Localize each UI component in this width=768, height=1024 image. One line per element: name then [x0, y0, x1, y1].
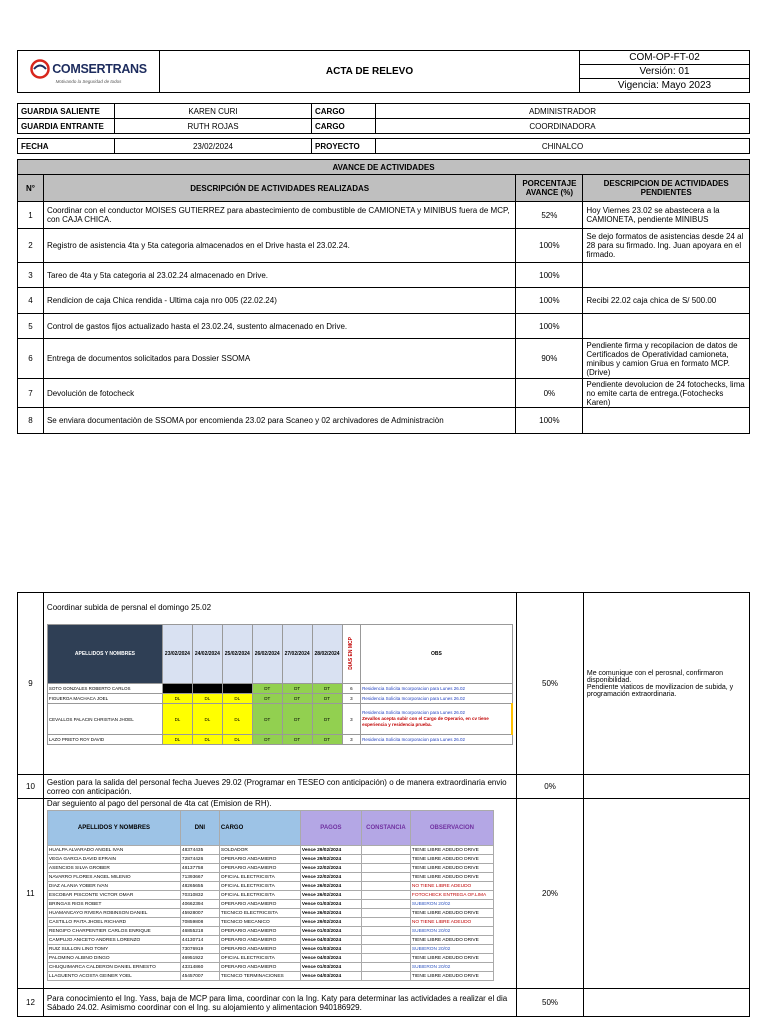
payment-due: Vence 22/02/2024 — [300, 864, 361, 873]
row-number: 8 — [18, 408, 44, 434]
schedule-cell: DT — [282, 694, 312, 704]
observation: TIENE LIBRE ADEUDO DRIVE — [410, 972, 493, 981]
row-number: 11 — [18, 799, 44, 989]
schedule-cell: DL — [192, 735, 222, 745]
observation: TIENE LIBRE ADEUDO DRIVE — [410, 855, 493, 864]
person-cargo: OPERARIO ANDAMIERO — [219, 945, 300, 954]
table-row — [18, 379, 750, 408]
person-dni: 48374435 — [180, 846, 219, 855]
constancia — [361, 909, 410, 918]
cargo-value: ADMINISTRADOR — [376, 104, 750, 119]
activity-percentage: 100% — [516, 263, 583, 288]
person-name: BRINGAS RIOS ROBET — [47, 900, 180, 909]
table-row — [18, 263, 750, 288]
payment-due: Vence 04/03/2024 — [300, 936, 361, 945]
fecha-value: 23/02/2024 — [115, 139, 312, 154]
observation: TIENE LIBRE ADEUDO DRIVE — [410, 936, 493, 945]
dias-header: DIAS EN MCP — [348, 636, 355, 670]
person-cargo: OPERARIO ANDAMIERO — [219, 900, 300, 909]
person-dni: 48137758 — [180, 864, 219, 873]
observation: TIENE LIBRE ADEUDO DRIVE — [410, 846, 493, 855]
table-row — [18, 593, 750, 775]
table-row — [18, 229, 750, 263]
table-row — [47, 945, 493, 954]
column-header — [342, 625, 361, 684]
column-header: DESCRIPCION DE ACTIVIDADES PENDIENTES — [583, 175, 750, 202]
table-row — [47, 936, 493, 945]
person-name: CHUQUIMARCA CALDERON DANIEL ERNESTO — [47, 963, 180, 972]
row-number: 10 — [18, 775, 44, 799]
person-cargo: OFICIAL ELECTRICISTA — [219, 954, 300, 963]
payment-due: Vence 26/02/2024 — [300, 891, 361, 900]
payment-due: Vence 01/03/2024 — [300, 927, 361, 936]
person-dni: 43314860 — [180, 963, 219, 972]
table-row — [47, 735, 512, 745]
column-header: PAGOS — [300, 811, 361, 846]
logo — [18, 51, 160, 93]
person-name: CEVALLOS PALACIN CHRISTIAN JHOEL — [47, 704, 162, 735]
observation: NO TIENE LIBRE ADEUDO — [410, 882, 493, 891]
observation-note: Zevallos acepta subir con el Cargo de Operario, en cv tiene experiencia y residencia prueba. — [362, 716, 489, 727]
person-cargo: OPERARIO ANDAMIERO — [219, 963, 300, 972]
schedule-cell — [222, 684, 252, 694]
table-row — [47, 704, 512, 735]
table-row — [47, 909, 493, 918]
schedule-cell: DL — [222, 704, 252, 735]
row-number: 7 — [18, 379, 44, 408]
schedule-cell: DT — [282, 704, 312, 735]
schedule-cell: DL — [222, 694, 252, 704]
column-header: DNI — [180, 811, 219, 846]
observation: TIENE LIBRE ADEUDO DRIVE — [410, 873, 493, 882]
schedule-cell: DT — [312, 735, 342, 745]
person-name: LLAGUENTO ACOSTA GEINER YOEL — [47, 972, 180, 981]
activity-text: Dar seguiento al pago del personal de 4ta cat (Emision de RH). — [46, 799, 272, 808]
activity-description: Entrega de documentos solicitados para Dossier SSOMA — [43, 339, 515, 379]
activity-pending: Pendiente firma y recopilacion de datos de Certificados de Operatividad camioneta, minibus y camion Grua en formato MCP. (Drive) — [583, 339, 750, 379]
person-name: RENGIFO CHARPENTIER CARLOS ENRIQUE — [47, 927, 180, 936]
table-row — [47, 963, 493, 972]
constancia — [361, 855, 410, 864]
embedded-schedule-table — [47, 624, 513, 745]
activity-text: Coordinar subida de persnal el domingo 25.02 — [46, 603, 212, 612]
person-cargo: TECNICO TERMINACIONES — [219, 972, 300, 981]
person-cargo: OFICIAL ELECTRICISTA — [219, 882, 300, 891]
logo-text: COMSERTRANS — [52, 62, 147, 76]
activity-percentage: 90% — [516, 339, 583, 379]
activity-percentage: 50% — [517, 989, 584, 1017]
table-row — [47, 873, 493, 882]
guardia-saliente-label: GUARDIA SALIENTE — [18, 104, 115, 119]
payment-due: Vence 01/03/2024 — [300, 900, 361, 909]
column-header: 23/02/2024 — [162, 625, 192, 684]
proyecto-label: PROYECTO — [312, 139, 376, 154]
observation: TIENE LIBRE ADEUDO DRIVE — [410, 954, 493, 963]
schedule-cell: DL — [222, 735, 252, 745]
activity-percentage: 100% — [516, 314, 583, 339]
column-header: APELLIDOS Y NOMBRES — [47, 811, 180, 846]
observation — [361, 704, 513, 735]
person-name: LAZO PRIETO ROY DAVID — [47, 735, 162, 745]
constancia — [361, 882, 410, 891]
person-dni: 45457007 — [180, 972, 219, 981]
constancia — [361, 945, 410, 954]
dias-value: 3 — [342, 694, 361, 704]
activity-percentage: 0% — [516, 379, 583, 408]
cargo-label: CARGO — [312, 119, 376, 134]
schedule-cell: DL — [162, 735, 192, 745]
activity-percentage: 0% — [517, 775, 584, 799]
payment-due: Vence 29/02/2024 — [300, 846, 361, 855]
schedule-cell: DT — [252, 704, 282, 735]
row-number: 12 — [18, 989, 44, 1017]
column-header: OBS — [361, 625, 513, 684]
person-name: CASTILLO PAITA JHOEL RICHARD — [47, 918, 180, 927]
payment-rows — [47, 846, 493, 981]
constancia — [361, 927, 410, 936]
person-name: FIGUEROA MACHACA JOEL — [47, 694, 162, 704]
column-header: APELLIDOS Y NOMBRES — [47, 625, 162, 684]
guardia-entrante-label: GUARDIA ENTRANTE — [18, 119, 115, 134]
observation: Residencia Solicita Incorporacion para Lunes 26.02 — [361, 684, 513, 694]
schedule-cell — [192, 684, 222, 694]
table-row — [47, 891, 493, 900]
constancia — [361, 900, 410, 909]
guardia-entrante-value: RUTH ROJAS — [115, 119, 312, 134]
table-row — [47, 972, 493, 981]
table-row — [18, 339, 750, 379]
activities-table — [17, 159, 750, 434]
column-header: CONSTANCIA — [361, 811, 410, 846]
table-row — [47, 900, 493, 909]
activity-percentage: 100% — [516, 288, 583, 314]
activity-percentage: 52% — [516, 202, 583, 229]
table-row — [18, 314, 750, 339]
activity-pending: Se dejo formatos de asistencias desde 24 al 28 para su firmado. Ing. Juan apoyara en el firmado. — [583, 229, 750, 263]
document-title: ACTA DE RELEVO — [160, 51, 580, 93]
table-row — [47, 918, 493, 927]
person-name: PALOMINO ALBINO DINGO — [47, 954, 180, 963]
activity-percentage: 100% — [516, 229, 583, 263]
table-row — [18, 202, 750, 229]
person-name: ASENCIOS SILVA GROBER — [47, 864, 180, 873]
activity-description: Para conocimiento el Ing. Yass, baja de MCP para lima, coordinar con la Ing. Katy para determinar las actividades a realizar el dia Sábado 24.02. Asimismo coordinar con el Ing. su alojamiento y alimentacion 940186929. — [43, 989, 516, 1017]
column-header: CARGO — [219, 811, 300, 846]
person-dni: 40662394 — [180, 900, 219, 909]
schedule-cell: DT — [282, 735, 312, 745]
person-name: SOTO GONZALES ROBERTO CARLOS — [47, 684, 162, 694]
row-number: 9 — [18, 593, 44, 775]
activity-pending — [583, 408, 750, 434]
table-row — [18, 989, 750, 1017]
schedule-cell: DT — [312, 684, 342, 694]
dias-value: 3 — [342, 735, 361, 745]
row-number: 5 — [18, 314, 44, 339]
logo-tagline: Motivando la Seguridad de todos — [55, 79, 122, 84]
document-version: Versión: 01 — [580, 65, 750, 79]
activity-description — [43, 799, 516, 989]
payment-due: Vence 29/02/2024 — [300, 918, 361, 927]
constancia — [361, 963, 410, 972]
activity-description: Rendicion de caja Chica rendida - Ultima caja nro 005 (22.02.24) — [43, 288, 515, 314]
observation: SUBIERON 20/02 — [410, 963, 493, 972]
column-header: 25/02/2024 — [222, 625, 252, 684]
person-name: VEGA GARCIA DAVID EFRAIN — [47, 855, 180, 864]
dias-value: 3 — [342, 704, 361, 735]
column-header: OBSERVACION — [410, 811, 493, 846]
person-dni: 72874426 — [180, 855, 219, 864]
column-header: PORCENTAJE AVANCE (%) — [516, 175, 583, 202]
embedded-payment-table — [47, 810, 494, 981]
payment-due: Vence 29/02/2024 — [300, 855, 361, 864]
person-cargo: OPERARIO ANDAMIERO — [219, 936, 300, 945]
activity-description: Coordinar con el conductor MOISES GUTIERREZ para abastecimiento de combustible de CAMIONETA y MINIBUS fuera de MCP, con CAJA CHICA. — [43, 202, 515, 229]
activity-description: Se enviara documentaciòn de SSOMA por encomienda 23.02 para Scaneo y 02 archivadores de Administraciòn — [43, 408, 515, 434]
person-name: NAVARRO FLORES ANGEL MILENIO — [47, 873, 180, 882]
column-header: N° — [18, 175, 44, 202]
activity-pending: Recibi 22.02 caja chica de S/ 500.00 — [583, 288, 750, 314]
constancia — [361, 972, 410, 981]
activity-percentage: 20% — [517, 799, 584, 989]
activities-table-continued — [17, 592, 750, 1017]
activity-pending: Me comunique con el perosnal, confirmaron disponibilidad. Pendiente viaticos de movilizacion de subida, y programación extraordinaria. — [583, 593, 749, 775]
table-row — [47, 927, 493, 936]
row-number: 4 — [18, 288, 44, 314]
payment-due: Vence 04/03/2024 — [300, 954, 361, 963]
observation: TIENE LIBRE ADEUDO DRIVE — [410, 909, 493, 918]
person-cargo: OFICIAL ELECTRICISTA — [219, 891, 300, 900]
observation: SUBIERON 20/02 — [410, 945, 493, 954]
payment-due: Vence 26/02/2024 — [300, 882, 361, 891]
payment-due: Vence 22/02/2024 — [300, 873, 361, 882]
guardia-saliente-value: KAREN CURI — [115, 104, 312, 119]
fecha-label: FECHA — [18, 139, 115, 154]
dias-value: 6 — [342, 684, 361, 694]
observation: NO TIENE LIBRE ADEUDO — [410, 918, 493, 927]
activity-pending — [583, 314, 750, 339]
row-number: 6 — [18, 339, 44, 379]
person-cargo: TECNICO ELECTRICISTA — [219, 909, 300, 918]
person-cargo: OFICIAL ELECTRICISTA — [219, 873, 300, 882]
schedule-cell: DT — [282, 684, 312, 694]
table-row — [47, 882, 493, 891]
schedule-cell: DL — [192, 704, 222, 735]
activity-description: Registro de asistencia 4ta y 5ta categoria almacenados en el Drive hasta el 23.02.24. — [43, 229, 515, 263]
activity-pending: Hoy Viernes 23.02 se abastecera a la CAMIONETA, pendiente MINIBUS — [583, 202, 750, 229]
logo-icon — [30, 59, 50, 79]
column-header: 28/02/2024 — [312, 625, 342, 684]
activity-pending — [583, 989, 749, 1017]
person-dni: 48265655 — [180, 882, 219, 891]
table-row — [18, 408, 750, 434]
row-number: 1 — [18, 202, 44, 229]
constancia — [361, 891, 410, 900]
payment-due: Vence 26/02/2024 — [300, 909, 361, 918]
observation-line: Residencia Solicita Incorporacion para Lunes 26.02 — [362, 710, 465, 715]
activity-percentage: 100% — [516, 408, 583, 434]
section-title: AVANCE DE ACTIVIDADES — [18, 160, 750, 175]
table-row — [47, 694, 512, 704]
document-code: COM-OP-FT-02 — [580, 51, 750, 65]
table-row — [18, 799, 750, 989]
row-number: 2 — [18, 229, 44, 263]
activity-description: Tareo de 4ta y 5ta categoria al 23.02.24 almacenado en Drive. — [43, 263, 515, 288]
document-vigencia: Vigencia: Mayo 2023 — [580, 79, 750, 93]
schedule-cell — [162, 684, 192, 694]
person-dni: 46951922 — [180, 954, 219, 963]
observation: TIENE LIBRE ADEUDO DRIVE — [410, 864, 493, 873]
person-dni: 45928007 — [180, 909, 219, 918]
proyecto-value: CHINALCO — [376, 139, 750, 154]
column-header: DESCRIPCIÓN DE ACTIVIDADES REALIZADAS — [43, 175, 515, 202]
payment-due: Vence 04/03/2024 — [300, 972, 361, 981]
payment-due: Vence 01/03/2024 — [300, 963, 361, 972]
table-row — [47, 684, 512, 694]
person-dni: 46855218 — [180, 927, 219, 936]
constancia — [361, 873, 410, 882]
activity-pending — [583, 775, 749, 799]
activity-description — [43, 593, 516, 775]
table-row — [18, 775, 750, 799]
column-header: 26/02/2024 — [252, 625, 282, 684]
schedule-cell: DT — [252, 735, 282, 745]
activity-percentage: 50% — [517, 593, 584, 775]
observation: FOTOCHECK ENTREGA OF.LIMA — [410, 891, 493, 900]
schedule-cell: DL — [162, 694, 192, 704]
person-dni: 70859808 — [180, 918, 219, 927]
person-cargo: SOLDADOR — [219, 846, 300, 855]
observation: Residencia Solicita Incorporacion para Lunes 26.02 — [361, 735, 513, 745]
table-row — [47, 954, 493, 963]
constancia — [361, 954, 410, 963]
activity-pending — [583, 263, 750, 288]
activity-pending: Pendiente devolucion de 24 fotochecks, lima no emite carta de entrega.(Fotochecks Karen) — [583, 379, 750, 408]
person-cargo: OPERARIO ANDAMIERO — [219, 855, 300, 864]
person-name: HUAMANCAYO RIVERA ROBINSON DANIEL — [47, 909, 180, 918]
person-dni: 44130714 — [180, 936, 219, 945]
person-name: DIAZ ALANIA YOBER IVAN — [47, 882, 180, 891]
constancia — [361, 936, 410, 945]
activity-description: Gestion para la salida del personal fecha Jueves 29.02 (Programar en TESEO con anticipación) o de manera extraordinaria envio correo con anticipación. — [43, 775, 516, 799]
constancia — [361, 918, 410, 927]
cargo-value: COORDINADORA — [376, 119, 750, 134]
cargo-label: CARGO — [312, 104, 376, 119]
schedule-cell: DL — [162, 704, 192, 735]
column-header: 24/02/2024 — [192, 625, 222, 684]
schedule-cell: DL — [192, 694, 222, 704]
observation: SUBIERON 20/02 — [410, 900, 493, 909]
column-header: 27/02/2024 — [282, 625, 312, 684]
person-name: RUIZ SULLON LINO TOMY — [47, 945, 180, 954]
person-dni: 70310832 — [180, 891, 219, 900]
person-cargo: OPERARIO ANDAMIERO — [219, 864, 300, 873]
person-dni: 71393667 — [180, 873, 219, 882]
activity-pending — [583, 799, 749, 989]
header-table — [17, 50, 750, 93]
payment-due: Vence 01/03/2024 — [300, 945, 361, 954]
table-row — [47, 846, 493, 855]
table-row — [47, 864, 493, 873]
schedule-cell: DT — [312, 694, 342, 704]
person-name: ESCOBAR PISCONTE VICTOR OMAR — [47, 891, 180, 900]
table-row — [47, 855, 493, 864]
info-table — [17, 103, 750, 154]
constancia — [361, 846, 410, 855]
constancia — [361, 864, 410, 873]
schedule-cell: DT — [312, 704, 342, 735]
observation: Residencia Solicita Incorporacion para Lunes 26.02 — [361, 694, 513, 704]
activity-description: Control de gastos fijos actualizado hasta el 23.02.24, sustento almacenado en Drive. — [43, 314, 515, 339]
person-name: HUALPA ALVARADO ANGEL IVAN — [47, 846, 180, 855]
row-number: 3 — [18, 263, 44, 288]
person-cargo: OPERARIO ANDAMIERO — [219, 927, 300, 936]
activity-description: Devolución de fotocheck — [43, 379, 515, 408]
person-name: CAMPUJO ANICETO ANDRES LORENZO — [47, 936, 180, 945]
person-dni: 73076919 — [180, 945, 219, 954]
schedule-cell: DT — [252, 694, 282, 704]
schedule-cell: DT — [252, 684, 282, 694]
person-cargo: TECNICO MECANICO — [219, 918, 300, 927]
observation: SUBIERON 20/02 — [410, 927, 493, 936]
table-row — [18, 288, 750, 314]
